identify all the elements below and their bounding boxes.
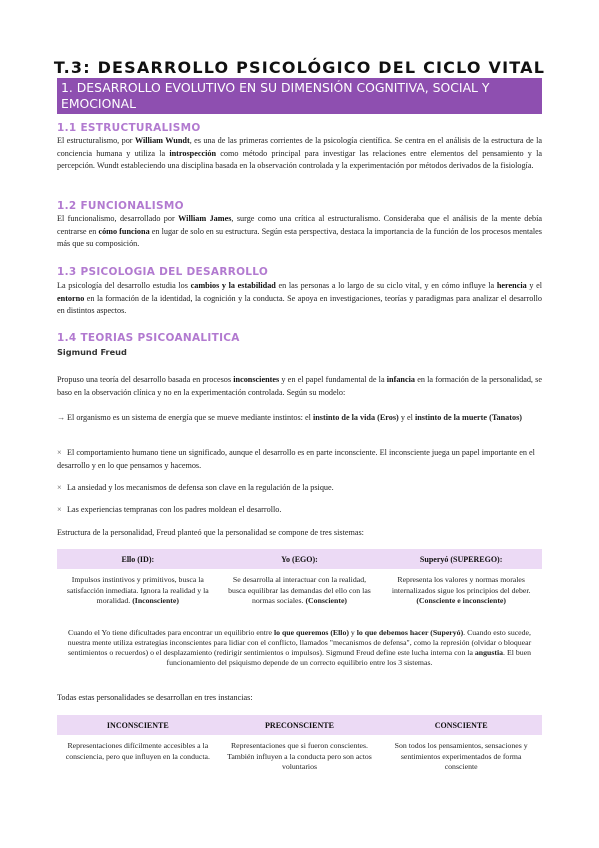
personality-table	[57, 549, 542, 607]
cell-inconsciente: Representaciones difícilmente accesibles a la consciencia, pero que influyen en la conducta.	[65, 741, 210, 761]
cell-ello: Impulsos instintivos y primitivos, busca la satisfacción inmediata. Ignora la realidad y la moralidad. (Inconsciente)	[66, 575, 209, 605]
header-superyo: Superyó (SUPEREGO):	[380, 549, 542, 569]
cross-icon: ×	[57, 505, 62, 514]
header-inconsciente: INCONSCIENTE	[57, 715, 219, 735]
paragraph-estructuralismo: El estructuralismo, por William Wundt, es una de las primeras corrientes de la psicología científica. Se centra en el análisis de la estructura de la conciencia humana y utiliza la introspección como método principal para investigar las relaciones entre elementos del pensamiento y la percepción. Wundt estableciendo una disciplina basada en la observación controlada y la experimentación por métodos derivados de la fisiología.	[57, 136, 542, 170]
arrow-icon: →	[57, 413, 66, 422]
cell-superyo: Representa los valores y normas morales internalizados sigue los principios del deber. (Consciente e inconsciente)	[391, 575, 531, 605]
cross-icon: ×	[57, 483, 62, 492]
paragraph-freud: Propuso una teoría del desarrollo basada en procesos inconscientes y en el papel fundamental de la infancia en la formación de la personalidad, se baso en la observación clínica y no en la experimentación controlada. Según su modelo:	[57, 375, 542, 397]
heading-funcionalismo: 1.2 FUNCIONALISMO	[57, 200, 184, 212]
equilibrium-note: Cuando el Yo tiene dificultades para encontrar un equilibrio entre lo que queremos (Ello) y lo que debemos hacer (Superyó). Cuando esto sucede, nuestra mente utiliza estrategias inconscientes para lidiar con el conflicto, llamados "mecanismos de defensa", como la represión (olvidar o bloquear sentimientos o recuerdos) o el desplazamiento (redirigir sentimientos o impulsos). Sigmund Freud define este lucha interna con la angustia. El buen funcionamiento del psiquismo depende de un correcto equilibrio entre los 3 sistemas.	[67, 628, 532, 667]
cross-icon: ×	[57, 448, 62, 457]
heading-teorias-psicoanalitica: 1.4 TEORIAS PSICOANALITICA	[57, 332, 240, 344]
header-ello: Ello (ID):	[57, 549, 219, 569]
cell-yo: Se desarrolla al interactuar con la realidad, busca equilibrar las demandas del ello con las normas sociales. (Consciente)	[228, 575, 371, 605]
heading-estructuralismo: 1.1 ESTRUCTURALISMO	[57, 122, 201, 134]
section-banner: 1. DESARROLLO EVOLUTIVO EN SU DIMENSIÓN COGNITIVA, SOCIAL Y EMOCIONAL	[57, 78, 542, 114]
levels-intro: Todas estas personalidades se desarrollan en tres instancias:	[57, 693, 253, 702]
paragraph-funcionalismo: El funcionalismo, desarrollado por William James, surge como una crítica al estructuralismo. Consideraba que el análisis de la mente debía centrarse en cómo funciona en lugar de solo en su estructura. Según esta perspectiva, destaca la importancia de la función de los procesos mentales más que su composición.	[57, 214, 543, 248]
header-preconsciente: PRECONSCIENTE	[219, 715, 381, 735]
structure-intro: Estructura de la personalidad, Freud planteó que la personalidad se compone de tres sistemas:	[57, 528, 364, 537]
subheading-freud: Sigmund Freud	[57, 347, 127, 357]
page-title: T.3: DESARROLLO PSICOLÓGICO DEL CICLO VITAL	[53, 58, 546, 77]
header-yo: Yo (EGO):	[219, 549, 381, 569]
paragraph-psicologia-desarrollo: La psicología del desarrollo estudia los cambios y la estabilidad en las personas a lo largo de su ciclo vital, y en cómo influye la herencia y el entorno en la formación de la identidad, la cognición y la conducta. Se apoya en investigaciones, teorías y paradigmas para analizar el desarrollo en distintos aspectos.	[57, 281, 542, 315]
bullet-experiencias: × Las experiencias tempranas con los padres moldean el desarrollo.	[57, 504, 542, 517]
bullet-comportamiento: × El comportamiento humano tiene un significado, aunque el desarrollo es en parte inconsciente. El inconsciente juega un papel importante en el desarrollo y en lo que pensamos y hacemos.	[57, 448, 535, 470]
bullet-ansiedad: × La ansiedad y los mecanismos de defensa son clave en la regulación de la psique.	[57, 482, 542, 495]
bullet-instintos: → El organismo es un sistema de energía que se mueve mediante instintos: el instinto de la vida (Eros) y el instinto de la muerte (Tanatos)	[57, 412, 542, 425]
cell-consciente: Son todos los pensamientos, sensaciones y sentimientos experimentados de forma consciente	[394, 741, 528, 771]
cell-preconsciente: Representaciones que si fueron conscientes. También influyen a la conducta pero son actos voluntarios	[227, 741, 372, 771]
levels-table	[57, 715, 542, 773]
heading-psicologia-desarrollo: 1.3 PSICOLOGIA DEL DESARROLLO	[57, 266, 269, 278]
header-consciente: CONSCIENTE	[380, 715, 542, 735]
